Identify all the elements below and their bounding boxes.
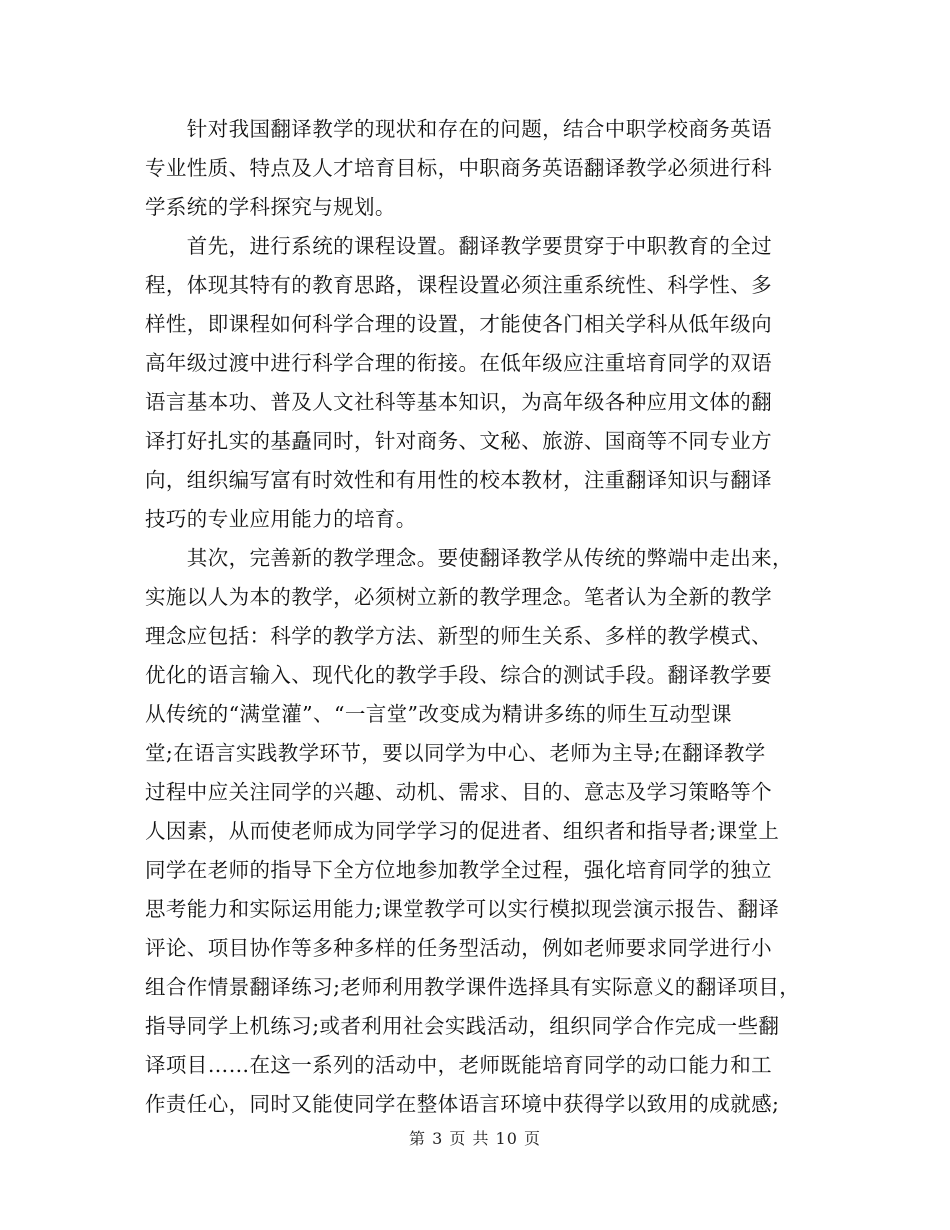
page-number-label: 第 3 页 共 10 页 [409, 1129, 541, 1148]
text-line: 人因素，从而使老师成为同学学习的促进者、组织者和指导者;课堂上 [145, 819, 780, 843]
page-footer [0, 1126, 950, 1149]
text-line: 指导同学上机练习;或者利用社会实践活动，组织同学合作完成一些翻 [145, 1014, 780, 1038]
text-line: 学系统的学科探究与规划。 [145, 195, 396, 219]
text-line: 优化的语言输入、现代化的教学手段、综合的测试手段。翻译教学要 [145, 663, 772, 687]
text-line: 程，体现其特有的教育思路，课程设置必须注重系统性、科学性、多 [145, 273, 772, 297]
text-line: 同学在老师的指导下全方位地参加教学全过程，强化培育同学的独立 [145, 858, 772, 882]
text-line: 针对我国翻译教学的现状和存在的问题，结合中职学校商务英语 [145, 117, 772, 141]
text-line: 语言基本功、普及人文社科等基本知识，为高年级各种应用文体的翻 [145, 390, 772, 414]
text-line: 思考能力和实际运用能力;课堂教学可以实行模拟现尝演示报告、翻译 [145, 897, 780, 921]
text-line: 首先，进行系统的课程设置。翻译教学要贯穿于中职教育的全过 [145, 234, 772, 258]
text-line: 评论、项目协作等多种多样的任务型活动，例如老师要求同学进行小 [145, 936, 772, 960]
body-text [145, 110, 825, 1124]
text-line: 高年级过渡中进行科学合理的衔接。在低年级应注重培育同学的双语 [145, 351, 772, 375]
text-line: 技巧的专业应用能力的培育。 [145, 507, 417, 531]
text-line: 理念应包括：科学的教学方法、新型的师生关系、多样的教学模式、 [145, 624, 772, 648]
text-line: 组合作情景翻译练习;老师利用教学课件选择具有实际意义的翻译项目， [145, 975, 801, 999]
text-line: 专业性质、特点及人才培育目标，中职商务英语翻译教学必须进行科 [145, 156, 772, 180]
text-line: 从传统的“满堂灌”、“一言堂”改变成为精讲多练的师生互动型课 [145, 702, 732, 726]
text-line: 其次，完善新的教学理念。要使翻译教学从传统的弊端中走出来， [145, 546, 793, 570]
text-line: 译项目……在这一系列的活动中，老师既能培育同学的动口能力和工 [145, 1053, 772, 1077]
text-line: 堂;在语言实践教学环节，要以同学为中心、老师为主导;在翻译教学 [145, 741, 766, 765]
text-line: 向，组织编写富有时效性和有用性的校本教材，注重翻译知识与翻译 [145, 468, 772, 492]
text-line: 实施以人为本的教学，必须树立新的教学理念。笔者认为全新的教学 [145, 585, 772, 609]
text-line: 样性，即课程如何科学合理的设置，才能使各门相关学科从低年级向 [145, 312, 772, 336]
text-line: 作责任心，同时又能使同学在整体语言环境中获得学以致用的成就感; [145, 1092, 780, 1116]
text-line: 译打好扎实的基矗同时，针对商务、文秘、旅游、国商等不同专业方 [145, 429, 772, 453]
text-line: 过程中应关注同学的兴趣、动机、需求、目的、意志及学习策略等个 [145, 780, 772, 804]
